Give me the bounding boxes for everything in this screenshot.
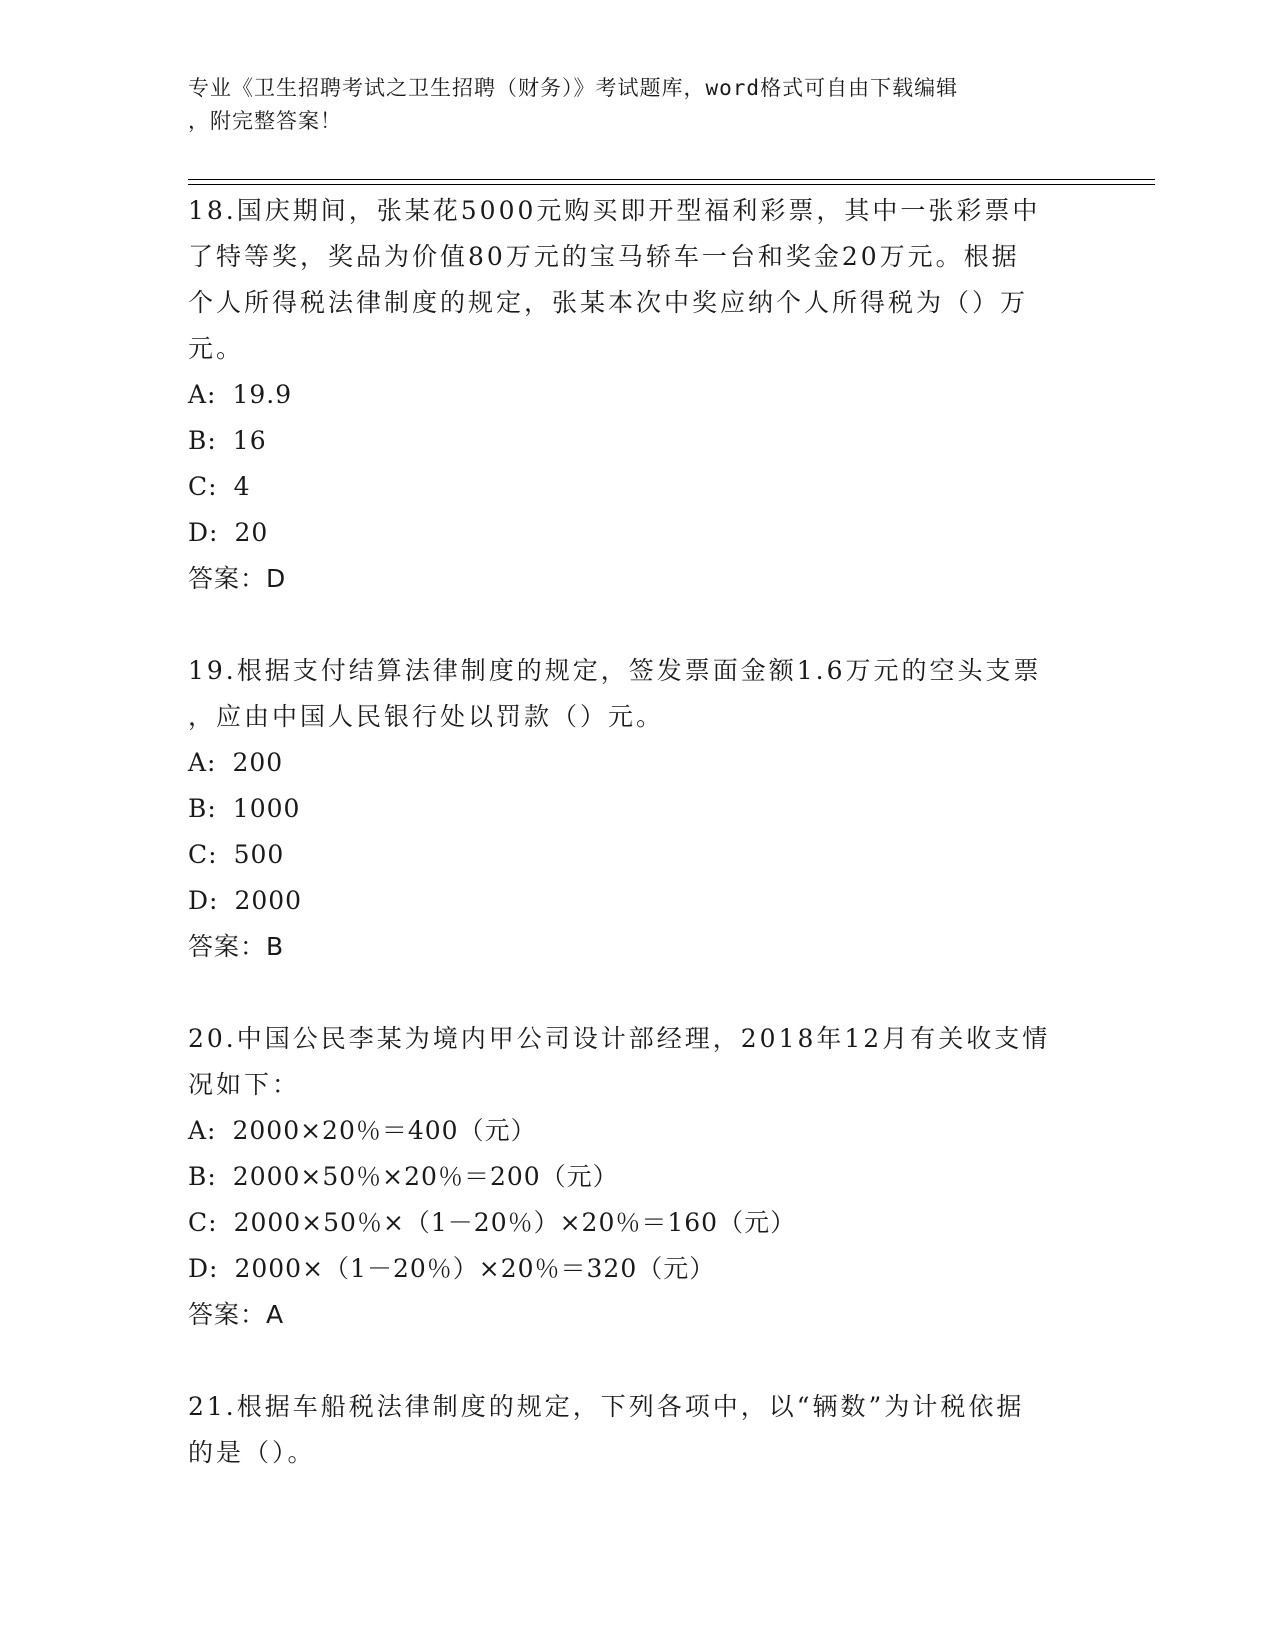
question-list <box>188 188 1088 1476</box>
option-d <box>188 510 1088 556</box>
option-key: B: <box>188 794 217 823</box>
option-c <box>188 1200 1088 1246</box>
option-key: A: <box>188 380 217 409</box>
question-stem-line: 18.国庆期间，张某花5000元购买即开型福利彩票，其中一张彩票中 <box>188 196 1041 225</box>
option-c <box>188 464 1088 510</box>
option-key: C: <box>188 840 218 869</box>
question-stem-line: 了特等奖，奖品为价值80万元的宝马轿车一台和奖金20万元。根据 <box>188 242 1020 271</box>
option-b <box>188 418 1088 464</box>
option-text: 200 <box>232 748 284 777</box>
option-text: 2000×50％×20％＝200（元） <box>232 1162 619 1191</box>
option-key: D: <box>188 886 219 915</box>
header-divider-bottom <box>188 184 1155 185</box>
option-d <box>188 878 1088 924</box>
question-18 <box>188 188 1088 602</box>
answer-line: 答案：B <box>188 932 285 961</box>
option-text: 20 <box>234 518 269 547</box>
question-stem-line: ，应由中国人民银行处以罚款（）元。 <box>188 702 665 731</box>
question-stem-line: 21.根据车船税法律制度的规定，下列各项中，以“辆数”为计税依据 <box>188 1392 1025 1421</box>
option-key: D: <box>188 518 219 547</box>
option-text: 2000×50％×（1－20％）×20％＝160（元） <box>233 1208 797 1237</box>
option-text: 500 <box>233 840 285 869</box>
option-key: A: <box>188 1116 217 1145</box>
answer-line: 答案：D <box>188 564 287 593</box>
option-a <box>188 1108 1088 1154</box>
header-divider-top <box>188 179 1155 180</box>
answer-line: 答案：A <box>188 1300 285 1329</box>
option-b <box>188 786 1088 832</box>
option-key: C: <box>188 472 218 501</box>
option-b <box>188 1154 1088 1200</box>
option-text: 2000 <box>234 886 303 915</box>
option-a <box>188 372 1088 418</box>
option-text: 4 <box>233 472 251 501</box>
option-text: 19.9 <box>232 380 293 409</box>
option-key: A: <box>188 748 217 777</box>
document-header <box>188 72 1078 138</box>
option-text: 2000×20％＝400（元） <box>232 1116 537 1145</box>
question-19 <box>188 648 1088 970</box>
question-stem-line: 个人所得税法律制度的规定，张某本次中奖应纳个人所得税为（）万 <box>188 288 1029 317</box>
header-line-1: 专业《卫生招聘考试之卫生招聘（财务）》考试题库，word格式可自由下载编辑 <box>188 76 959 100</box>
question-stem-line: 20.中国公民李某为境内甲公司设计部经理，2018年12月有关收支情 <box>188 1024 1051 1053</box>
question-20 <box>188 1016 1088 1338</box>
question-stem-line: 的是（）。 <box>188 1438 316 1467</box>
header-line-2: ，附完整答案！ <box>188 109 342 133</box>
option-key: C: <box>188 1208 218 1237</box>
option-a <box>188 740 1088 786</box>
question-21 <box>188 1384 1088 1476</box>
question-stem-line: 况如下： <box>188 1070 301 1099</box>
option-key: D: <box>188 1254 219 1283</box>
option-d <box>188 1246 1088 1292</box>
option-key: B: <box>188 426 217 455</box>
option-text: 1000 <box>232 794 301 823</box>
question-stem-line: 19.根据支付结算法律制度的规定，签发票面金额1.6万元的空头支票 <box>188 656 1042 685</box>
option-c <box>188 832 1088 878</box>
option-text: 2000×（1－20％）×20％＝320（元） <box>234 1254 716 1283</box>
option-key: B: <box>188 1162 217 1191</box>
question-stem-line: 元。 <box>188 334 245 363</box>
option-text: 16 <box>232 426 267 455</box>
